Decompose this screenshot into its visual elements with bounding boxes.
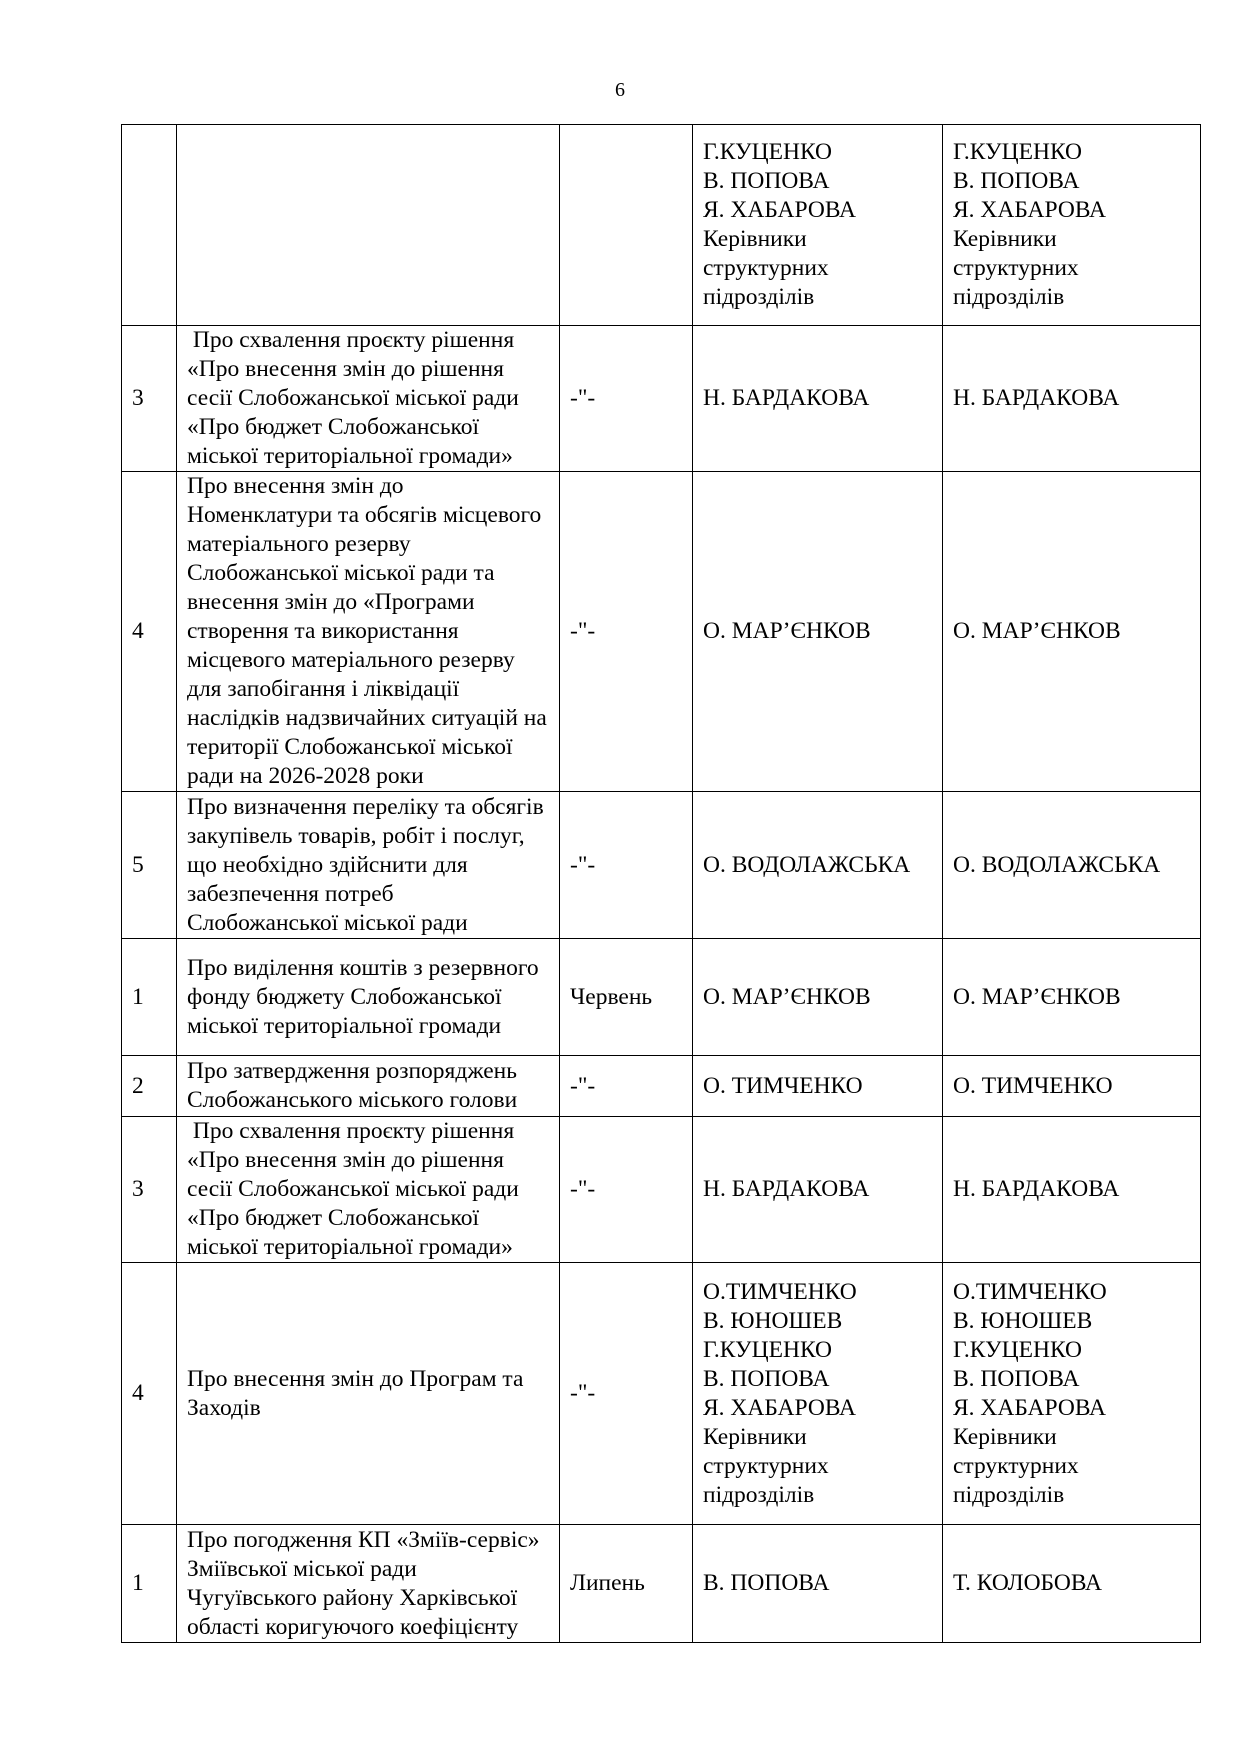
row-number [122,125,177,326]
responsible-line: структурних [703,255,829,281]
row-number: 5 [122,792,177,939]
responsible-line: підрозділів [703,284,815,310]
page-number: 6 [615,79,625,101]
row-executor [943,1117,1201,1263]
row-responsible [693,1117,943,1263]
row-month: -"- [560,472,693,792]
table-row [122,939,1201,1056]
executor-line: О. ТИМЧЕНКО [953,1072,1113,1099]
responsible-line: В. ПОПОВА [703,1570,830,1596]
row-responsible [693,939,943,1056]
responsible-line: О. МАР’ЄНКОВ [703,618,871,644]
row-title: Про внесення змін до Номенклатури та обсягів місцевого матеріального резерву Слобожанської міської ради та внесення змін до «Програми створення та використання місцевого матеріального резерву для запобігання і ліквідації наслідків надзвичайних ситуацій на території Слобожанської міської ради на 2026-2028 роки [177,472,560,792]
row-month: -"- [560,1263,693,1525]
responsible-line: Н. БАРДАКОВА [703,385,870,411]
row-title: Про визначення переліку та обсягів закупівель товарів, робіт і послуг, що необхідно здійснити для забезпечення потреб Слобожанської міської ради [177,792,560,939]
row-title: Про погодження КП «Зміїв-сервіс» Зміївської міської ради Чугуївського району Харківської області коригуючого коефіцієнту [177,1525,560,1643]
executor-line: Т. КОЛОБОВА [953,1570,1103,1596]
executor-line: підрозділів [953,284,1065,310]
responsible-line: О.ТИМЧЕНКО [703,1278,857,1305]
executor-line: Г.КУЦЕНКО [953,139,1083,165]
responsible-line: Г.КУЦЕНКО [703,1336,833,1363]
row-title: Про затвердження розпоряджень Слобожанського міського голови [177,1056,560,1117]
table-row [122,125,1201,326]
row-executor [943,1263,1201,1525]
row-responsible [693,1525,943,1643]
responsible-line: О. МАР’ЄНКОВ [703,983,871,1010]
row-number: 4 [122,1263,177,1525]
row-responsible [693,1263,943,1525]
executor-line: Г.КУЦЕНКО [953,1336,1083,1363]
row-title: Про виділення коштів з резервного фонду бюджету Слобожанської міської територіальної громади [177,939,560,1056]
row-month: -"- [560,1056,693,1117]
row-month: -"- [560,792,693,939]
row-number: 4 [122,472,177,792]
table-row [122,1525,1201,1643]
responsible-line: Н. БАРДАКОВА [703,1176,870,1202]
table-row [122,326,1201,472]
responsible-line: Керівники [703,226,807,252]
responsible-line: О. ВОДОЛАЖСЬКА [703,851,911,878]
responsible-line: О. ТИМЧЕНКО [703,1072,863,1099]
row-month: Липень [560,1525,693,1643]
responsible-line: Я. ХАБАРОВА [703,197,857,223]
row-responsible [693,125,943,326]
executor-line: Керівники [953,1423,1057,1450]
table-row [122,1056,1201,1117]
row-number: 2 [122,1056,177,1117]
table-row [122,472,1201,792]
table-row [122,792,1201,939]
executor-line: структурних [953,255,1079,281]
row-executor [943,939,1201,1056]
row-title [177,1117,560,1263]
responsible-line: структурних [703,1452,829,1479]
row-responsible [693,792,943,939]
executor-line: Я. ХАБАРОВА [953,1394,1107,1421]
row-number: 1 [122,1525,177,1643]
row-title: Про внесення змін до Програм та Заходів [177,1263,560,1525]
row-month: -"- [560,326,693,472]
row-title [177,326,560,472]
executor-line: В. ПОПОВА [953,1365,1080,1392]
responsible-line: Я. ХАБАРОВА [703,1394,857,1421]
row-number: 3 [122,1117,177,1263]
table-row [122,1117,1201,1263]
row-responsible [693,1056,943,1117]
executor-line: О. ВОДОЛАЖСЬКА [953,851,1161,878]
responsible-line: В. ПОПОВА [703,168,830,194]
executor-line: Я. ХАБАРОВА [953,197,1107,223]
row-title-text: Про схвалення проєкту рішення «Про внесення змін до рішення сесії Слобожанської міської ради «Про бюджет Слобожанської міської територіальної громади» [187,1118,525,1260]
responsible-line: підрозділів [703,1481,815,1508]
row-number: 1 [122,939,177,1056]
responsible-line: В. ЮНОШЕВ [703,1307,843,1334]
executor-line: О. МАР’ЄНКОВ [953,618,1121,644]
row-executor [943,472,1201,792]
executor-line: Н. БАРДАКОВА [953,1176,1120,1202]
executor-line: В. ПОПОВА [953,168,1080,194]
executor-line: структурних [953,1452,1079,1479]
row-executor [943,1525,1201,1643]
executor-line: О.ТИМЧЕНКО [953,1278,1107,1305]
executor-line: Н. БАРДАКОВА [953,385,1120,411]
row-executor [943,1056,1201,1117]
row-month [560,125,693,326]
row-month: Червень [560,939,693,1056]
row-title [177,125,560,326]
row-executor [943,326,1201,472]
executor-line: В. ЮНОШЕВ [953,1307,1093,1334]
table-row [122,1263,1201,1525]
executor-line: Керівники [953,226,1057,252]
responsible-line: Керівники [703,1423,807,1450]
executor-line: О. МАР’ЄНКОВ [953,983,1121,1010]
row-title-text: Про схвалення проєкту рішення «Про внесення змін до рішення сесії Слобожанської міської ради «Про бюджет Слобожанської міської територіальної громади» [187,327,525,469]
row-executor [943,125,1201,326]
executor-line: підрозділів [953,1481,1065,1508]
responsible-line: Г.КУЦЕНКО [703,139,833,165]
plan-table [121,124,1201,1643]
row-responsible [693,326,943,472]
row-number: 3 [122,326,177,472]
row-month: -"- [560,1117,693,1263]
row-executor [943,792,1201,939]
row-responsible [693,472,943,792]
responsible-line: В. ПОПОВА [703,1365,830,1392]
